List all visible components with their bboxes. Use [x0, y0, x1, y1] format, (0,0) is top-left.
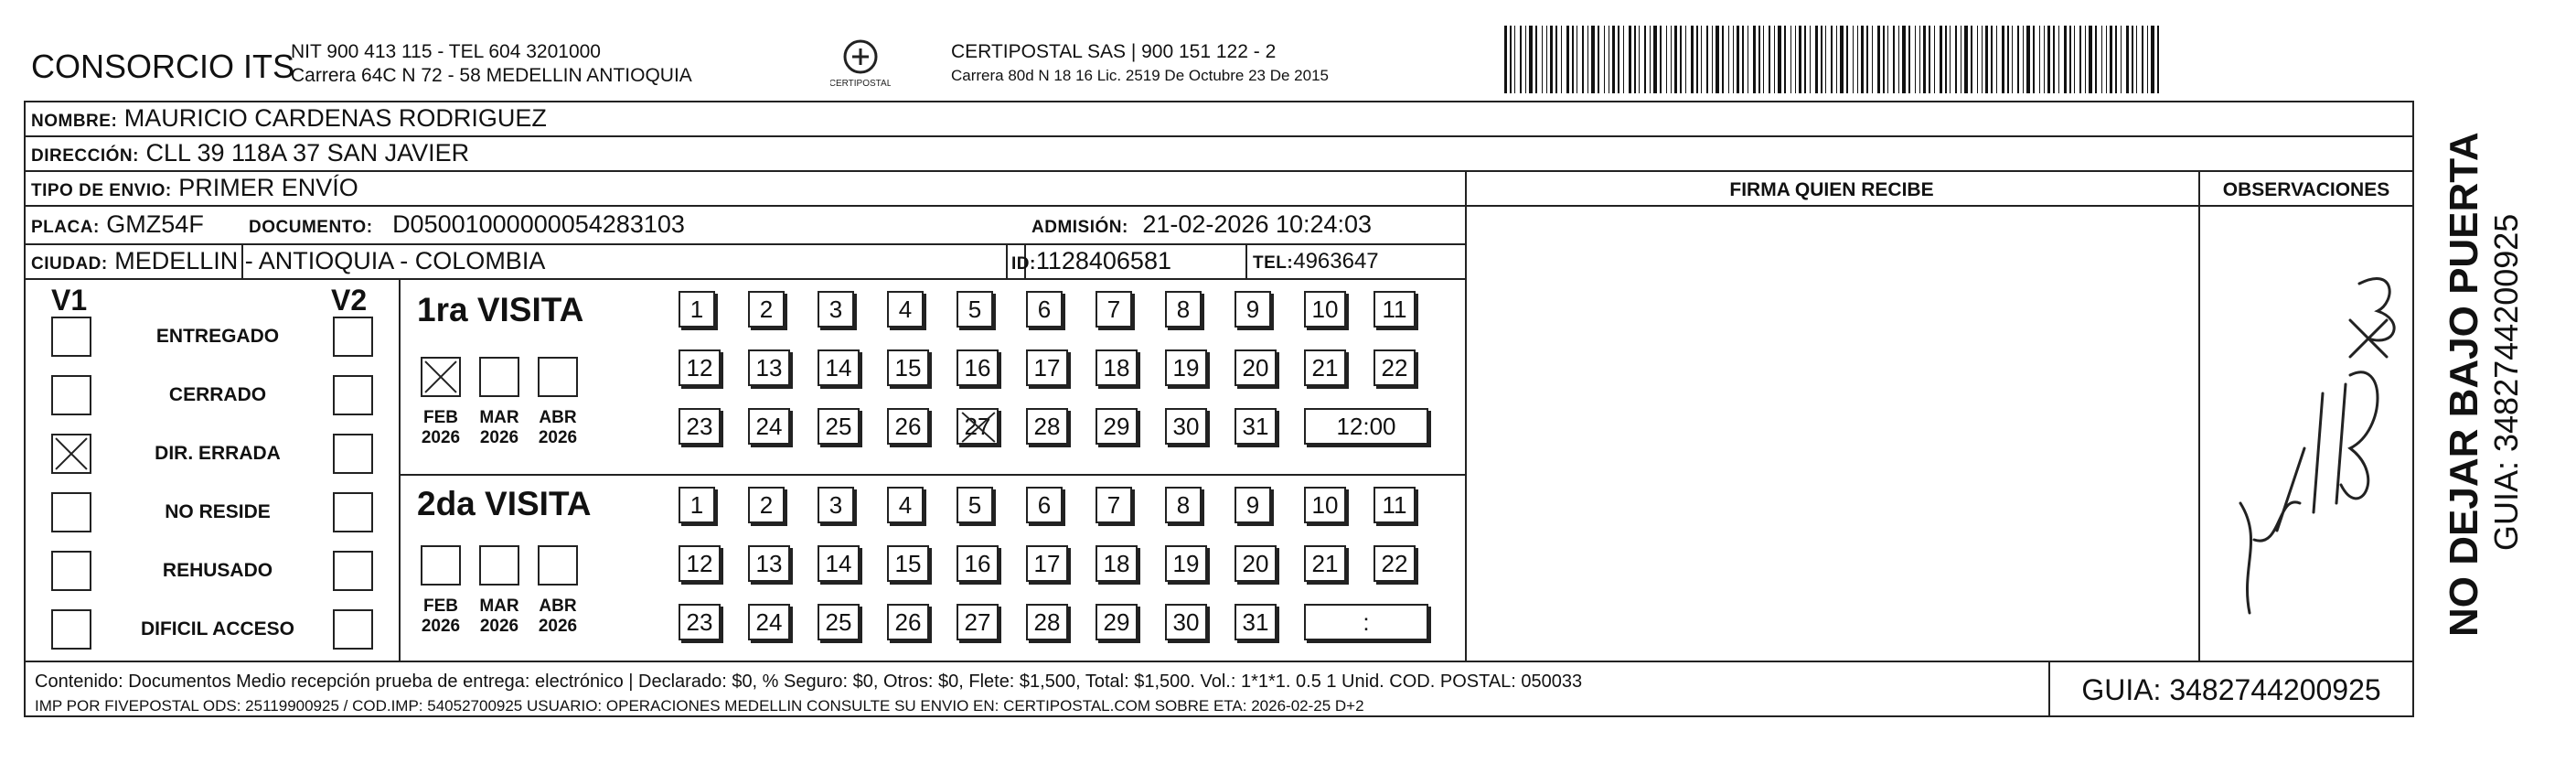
footer-print-info: IMP POR FIVEPOSTAL ODS: 25119900925 / COD.IMP: 54052700925 USUARIO: OPERACIONES MEDELLIN CONSULTE SU ENVIO EN: CERTIPOSTAL.COM SOBRE ETA: 2026-02-25 D+2	[35, 697, 1364, 715]
value-documento: D05001000000054283103	[392, 210, 685, 238]
barcode-bar	[1546, 26, 1547, 93]
rule	[399, 474, 1465, 476]
v1-checkbox[interactable]	[51, 434, 91, 474]
barcode-bar	[1582, 26, 1584, 93]
rule	[24, 205, 2414, 207]
field-id	[1011, 247, 1171, 275]
footer-content: Contenido: Documentos Medio recepción prueba de entrega: electrónico | Declarado: $0, % Seguro: $0, Otros: $0, Flete: $1,500, Total: $1,500. Vol.: 1*1*1. 0.5 1 Unid. COD. POSTAL: 050033	[35, 672, 1583, 692]
barcode-bar	[1639, 26, 1640, 93]
v1-checkbox[interactable]	[51, 609, 91, 650]
month-name: ABR	[539, 596, 577, 616]
month-name: MAR	[479, 596, 519, 616]
barcode-bar	[1604, 26, 1605, 93]
month-label	[472, 596, 527, 637]
barcode-bar	[1535, 26, 1537, 93]
status-label: CERRADO	[168, 384, 267, 405]
month-year: 2026	[421, 428, 461, 447]
barcode-bar	[2047, 26, 2050, 93]
day-box[interactable]: 21	[1304, 349, 1346, 386]
label-tipo: TIPO DE ENVIO:	[31, 181, 172, 200]
day-box[interactable]: 22	[1374, 349, 1416, 386]
barcode-bar	[1982, 26, 1983, 93]
value-admision: 21-02-2026 10:24:03	[1142, 210, 1373, 238]
field-direccion	[31, 139, 469, 167]
barcode-bar	[1680, 26, 1682, 93]
month-year: 2026	[421, 617, 461, 636]
barcode-bar	[2023, 26, 2024, 93]
value-tel: 4963647	[1293, 249, 1379, 274]
day-box[interactable]: 2	[748, 291, 785, 328]
month-name: MAR	[479, 408, 519, 427]
barcode-bar	[1728, 26, 1729, 93]
day-box[interactable]: 20	[1235, 349, 1277, 386]
barcode-bar	[2069, 26, 2071, 93]
barcode-bar	[1985, 26, 1988, 93]
day-box[interactable]: 15	[887, 545, 929, 582]
v2-checkbox[interactable]	[333, 551, 373, 591]
field-tel	[1253, 249, 1379, 274]
barcode-bar	[1644, 26, 1646, 93]
day-box[interactable]: 3	[818, 487, 854, 523]
barcode-bar	[2074, 26, 2075, 93]
v1-checkbox[interactable]	[51, 551, 91, 591]
rule	[1006, 243, 1008, 278]
status-label: REHUSADO	[162, 560, 273, 581]
month-checkbox[interactable]	[479, 357, 519, 397]
day-box[interactable]: 28	[1026, 408, 1068, 445]
barcode-bar	[2151, 26, 2154, 93]
month-label	[413, 408, 468, 448]
barcode-bar	[1550, 26, 1553, 93]
rule	[2198, 170, 2200, 661]
barcode-bar	[1542, 26, 1543, 93]
observaciones-header: OBSERVACIONES	[2222, 179, 2390, 200]
label-ciudad: CIUDAD:	[31, 254, 108, 274]
rule	[1465, 170, 1467, 661]
day-box[interactable]: 8	[1165, 291, 1202, 328]
field-placa	[31, 210, 204, 239]
day-box[interactable]: 30	[1165, 604, 1207, 640]
rule	[2198, 205, 2414, 207]
barcode-bar	[1898, 26, 1899, 93]
day-box[interactable]: 10	[1304, 487, 1346, 523]
barcode-bar	[1778, 26, 1781, 93]
barcode-bar	[1737, 26, 1739, 93]
barcode-bar	[1902, 26, 1906, 93]
barcode-bar	[1929, 26, 1930, 93]
day-box[interactable]: 26	[887, 604, 929, 640]
barcode-bar	[1691, 26, 1694, 93]
day-box[interactable]: 24	[748, 604, 790, 640]
barcode-bar	[1795, 26, 1796, 93]
barcode	[1504, 26, 2163, 93]
field-admision	[1031, 210, 1372, 239]
barcode-bar	[1514, 26, 1515, 93]
label-direccion: DIRECCIÓN:	[31, 146, 139, 166]
barcode-bar	[2095, 26, 2097, 93]
day-box[interactable]: 11	[1374, 487, 1416, 523]
barcode-bar	[1671, 26, 1672, 93]
day-box[interactable]: 9	[1235, 487, 1271, 523]
day-box[interactable]: 4	[887, 291, 924, 328]
barcode-bar	[2115, 26, 2117, 93]
day-box[interactable]: 1	[679, 291, 715, 328]
barcode-bar	[1883, 26, 1885, 93]
barcode-bar	[1650, 26, 1651, 93]
day-box[interactable]: 1	[679, 487, 715, 523]
label-placa: PLACA:	[31, 218, 100, 237]
barcode-bar	[1629, 26, 1631, 93]
day-box[interactable]: 26	[887, 408, 929, 445]
day-box[interactable]: 25	[818, 604, 860, 640]
barcode-bar	[1784, 26, 1786, 93]
day-box[interactable]: 12	[679, 349, 721, 386]
barcode-bar	[2132, 26, 2133, 93]
field-tipo	[31, 174, 358, 202]
barcode-bar	[1831, 26, 1833, 93]
status-label: NO RESIDE	[165, 501, 271, 522]
day-box[interactable]: 30	[1165, 408, 1207, 445]
day-box[interactable]: 16	[957, 545, 999, 582]
rule	[24, 170, 2414, 172]
day-box[interactable]: 11	[1374, 291, 1416, 328]
field-documento	[249, 210, 685, 239]
day-box[interactable]: 13	[748, 349, 790, 386]
v2-header: V2	[331, 284, 368, 317]
day-box[interactable]: 25	[818, 408, 860, 445]
barcode-bar	[1887, 26, 1888, 93]
barcode-bar	[1618, 26, 1619, 93]
barcode-bar	[1934, 26, 1935, 93]
barcode-bar	[1733, 26, 1734, 93]
nit-line: NIT 900 413 115 - TEL 604 3201000	[291, 41, 601, 62]
barcode-bar	[1510, 26, 1512, 93]
barcode-bar	[1525, 26, 1526, 93]
barcode-bar	[1701, 26, 1702, 93]
day-box[interactable]: 29	[1096, 604, 1138, 640]
status-label: ENTREGADO	[155, 326, 280, 347]
barcode-bar	[1853, 26, 1854, 93]
barcode-bar	[2126, 26, 2129, 93]
barcode-bar	[1821, 26, 1822, 93]
barcode-bar	[1799, 26, 1801, 93]
day-box[interactable]: 8	[1165, 487, 1202, 523]
barcode-bar	[2121, 26, 2122, 93]
month-label	[472, 408, 527, 448]
barcode-bar	[2044, 26, 2045, 93]
day-box[interactable]: 29	[1096, 408, 1138, 445]
day-box[interactable]: 12	[679, 545, 721, 582]
firma-header: FIRMA QUIEN RECIBE	[1729, 179, 1934, 200]
day-box[interactable]: 31	[1235, 408, 1277, 445]
v1-checkbox[interactable]	[51, 375, 91, 415]
barcode-bar	[1774, 26, 1775, 93]
barcode-bar	[1753, 26, 1756, 93]
barcode-bar	[1846, 26, 1848, 93]
barcode-bar	[2058, 26, 2059, 93]
rule	[24, 278, 1465, 280]
barcode-bar	[1861, 26, 1864, 93]
barcode-bar	[2017, 26, 2019, 93]
rule	[24, 135, 2414, 137]
day-box[interactable]: 10	[1304, 291, 1346, 328]
month-label	[530, 596, 585, 637]
barcode-bar	[1769, 26, 1770, 93]
day-box[interactable]: 5	[957, 487, 993, 523]
day-box[interactable]: 27	[957, 408, 999, 445]
barcode-bar	[1591, 26, 1595, 93]
barcode-bar	[2007, 26, 2009, 93]
v2-checkbox[interactable]	[333, 375, 373, 415]
barcode-bar	[2012, 26, 2013, 93]
barcode-bar	[2002, 26, 2004, 93]
label-nombre: NOMBRE:	[31, 112, 118, 131]
barcode-bar	[2142, 26, 2143, 93]
barcode-bar	[1566, 26, 1569, 93]
month-name: FEB	[423, 596, 458, 616]
day-box[interactable]: 18	[1096, 545, 1138, 582]
carrier-info	[951, 40, 1329, 88]
day-box[interactable]: 14	[818, 545, 860, 582]
barcode-bar	[1674, 26, 1677, 93]
month-label	[413, 596, 468, 637]
day-box[interactable]: 15	[887, 349, 929, 386]
barcode-bar	[1758, 26, 1760, 93]
day-box[interactable]: 28	[1026, 604, 1068, 640]
month-checkbox[interactable]	[421, 545, 461, 586]
barcode-bar	[2026, 26, 2030, 93]
barcode-bar	[1919, 26, 1920, 93]
status-label: DIR. ERRADA	[155, 443, 281, 464]
carrier-line: CERTIPOSTAL SAS | 900 151 122 - 2	[951, 41, 1277, 62]
barcode-bar	[1971, 26, 1972, 93]
day-box[interactable]: 17	[1026, 545, 1068, 582]
barcode-bar	[1804, 26, 1806, 93]
first-visit-title: 1ra VISITA	[417, 291, 584, 328]
day-box[interactable]: 31	[1235, 604, 1277, 640]
rule	[399, 278, 401, 661]
barcode-bar	[1991, 26, 1993, 93]
company-address: Carrera 64C N 72 - 58 MEDELLIN ANTIOQUIA	[291, 65, 692, 86]
barcode-bar	[1964, 26, 1968, 93]
day-box[interactable]: 17	[1026, 349, 1068, 386]
v2-checkbox[interactable]	[333, 492, 373, 532]
v2-checkbox[interactable]	[333, 317, 373, 357]
value-ciudad: MEDELLIN - ANTIOQUIA - COLOMBIA	[114, 247, 546, 274]
barcode-bar	[2039, 26, 2040, 93]
company-name: CONSORCIO ITS	[31, 48, 295, 85]
barcode-bar	[2157, 26, 2159, 93]
v1-header: V1	[51, 284, 88, 317]
barcode-bar	[1520, 26, 1522, 93]
svg-text:CERTIPOSTAL: CERTIPOSTAL	[830, 79, 891, 89]
label-documento: DOCUMENTO:	[249, 218, 373, 237]
barcode-bar	[1561, 26, 1562, 93]
day-box[interactable]: 5	[957, 291, 993, 328]
handwritten-note	[2213, 265, 2405, 631]
day-box[interactable]: 21	[1304, 545, 1346, 582]
barcode-bar	[2136, 26, 2137, 93]
barcode-bar	[2089, 26, 2092, 93]
month-name: ABR	[539, 408, 577, 427]
barcode-bar	[1587, 26, 1588, 93]
value-tipo: PRIMER ENVÍO	[178, 174, 358, 201]
label-tel: TEL:	[1253, 253, 1294, 273]
day-box[interactable]: 19	[1165, 545, 1207, 582]
barcode-bar	[1555, 26, 1557, 93]
barcode-bar	[2079, 26, 2081, 93]
day-box[interactable]: 22	[1374, 545, 1416, 582]
day-box[interactable]: 2	[748, 487, 785, 523]
rule	[24, 243, 1465, 245]
barcode-bar	[1825, 26, 1826, 93]
v1-checkbox[interactable]	[51, 317, 91, 357]
barcode-bar	[1685, 26, 1686, 93]
value-nombre: MAURICIO CARDENAS RODRIGUEZ	[123, 104, 547, 132]
label-admision: ADMISIÓN:	[1031, 218, 1128, 237]
certipostal-logo	[830, 35, 891, 95]
field-nombre	[31, 104, 547, 133]
barcode-bar	[1598, 26, 1599, 93]
day-box[interactable]: 18	[1096, 349, 1138, 386]
barcode-bar	[1815, 26, 1818, 93]
barcode-bar	[1893, 26, 1895, 93]
visit-time[interactable]: 12:00	[1304, 408, 1428, 445]
side-notice: NO DEJAR BAJO PUERTA	[2442, 132, 2486, 637]
v1-checkbox[interactable]	[51, 492, 91, 532]
barcode-bar	[1634, 26, 1636, 93]
day-box[interactable]: 7	[1096, 291, 1132, 328]
barcode-bar	[2147, 26, 2148, 93]
day-box[interactable]: 27	[957, 604, 999, 640]
barcode-bar	[1504, 26, 1507, 93]
field-ciudad	[31, 247, 545, 275]
day-box[interactable]: 23	[679, 408, 721, 445]
barcode-bar	[2033, 26, 2035, 93]
month-year: 2026	[479, 617, 519, 636]
barcode-bar	[1923, 26, 1926, 93]
v2-checkbox[interactable]	[333, 609, 373, 650]
month-checkbox[interactable]	[538, 545, 578, 586]
day-box[interactable]: 20	[1235, 545, 1277, 582]
visit-time[interactable]: :	[1304, 604, 1428, 640]
barcode-bar	[2101, 26, 2102, 93]
day-box[interactable]: 24	[748, 408, 790, 445]
day-box[interactable]: 6	[1026, 487, 1063, 523]
day-box[interactable]: 23	[679, 604, 721, 640]
barcode-bar	[1653, 26, 1657, 93]
barcode-bar	[1623, 26, 1624, 93]
month-checkbox[interactable]	[421, 357, 461, 397]
barcode-bar	[1810, 26, 1811, 93]
barcode-bar	[1866, 26, 1868, 93]
barcode-bar	[1857, 26, 1858, 93]
barcode-bar	[1915, 26, 1916, 93]
month-name: FEB	[423, 408, 458, 427]
barcode-bar	[2064, 26, 2067, 93]
status-label: DIFICIL ACCESO	[140, 618, 294, 639]
day-box[interactable]: 13	[748, 545, 790, 582]
barcode-bar	[1977, 26, 1978, 93]
barcode-bar	[1908, 26, 1910, 93]
barcode-bar	[1940, 26, 1942, 93]
barcode-bar	[1742, 26, 1744, 93]
barcode-bar	[1836, 26, 1837, 93]
barcode-bar	[1872, 26, 1873, 93]
month-year: 2026	[479, 428, 519, 447]
carrier-address: Carrera 80d N 18 16 Lic. 2519 De Octubre 23 De 2015	[951, 67, 1329, 84]
day-box[interactable]: 16	[957, 349, 999, 386]
v2-checkbox[interactable]	[333, 434, 373, 474]
barcode-bar	[1950, 26, 1951, 93]
day-box[interactable]: 14	[818, 349, 860, 386]
barcode-bar	[1877, 26, 1880, 93]
rule	[1245, 243, 1247, 278]
month-checkbox[interactable]	[479, 545, 519, 586]
day-box[interactable]: 3	[818, 291, 854, 328]
barcode-bar	[1716, 26, 1719, 93]
barcode-bar	[1666, 26, 1667, 93]
month-year: 2026	[538, 617, 578, 636]
barcode-bar	[1840, 26, 1844, 93]
barcode-bar	[2106, 26, 2107, 93]
day-box[interactable]: 7	[1096, 487, 1132, 523]
barcode-bar	[1612, 26, 1615, 93]
day-box[interactable]: 19	[1165, 349, 1207, 386]
barcode-bar	[1955, 26, 1957, 93]
barcode-bar	[1996, 26, 1997, 93]
barcode-bar	[1529, 26, 1533, 93]
barcode-bar	[1763, 26, 1764, 93]
value-placa: GMZ54F	[106, 210, 204, 238]
value-id: 1128406581	[1035, 247, 1171, 274]
second-visit-title: 2da VISITA	[417, 485, 592, 522]
barcode-bar	[1706, 26, 1708, 93]
barcode-bar	[2053, 26, 2055, 93]
day-box[interactable]: 4	[887, 487, 924, 523]
barcode-bar	[1696, 26, 1698, 93]
month-label	[530, 408, 585, 448]
guia-number: GUIA: 3482744200925	[2081, 672, 2381, 706]
day-box[interactable]: 6	[1026, 291, 1063, 328]
barcode-bar	[1660, 26, 1662, 93]
value-direccion: CLL 39 118A 37 SAN JAVIER	[145, 139, 470, 167]
day-box[interactable]: 9	[1235, 291, 1271, 328]
barcode-bar	[1712, 26, 1713, 93]
barcode-bar	[1790, 26, 1791, 93]
barcode-bar	[1572, 26, 1574, 93]
barcode-bar	[1722, 26, 1724, 93]
month-year: 2026	[538, 428, 578, 447]
label-id: ID:	[1011, 254, 1036, 274]
barcode-bar	[2085, 26, 2086, 93]
barcode-bar	[2110, 26, 2112, 93]
month-checkbox[interactable]	[538, 357, 578, 397]
company-info	[291, 40, 692, 88]
side-guia: GUIA: 3482744200925	[2487, 213, 2525, 551]
barcode-bar	[1945, 26, 1947, 93]
